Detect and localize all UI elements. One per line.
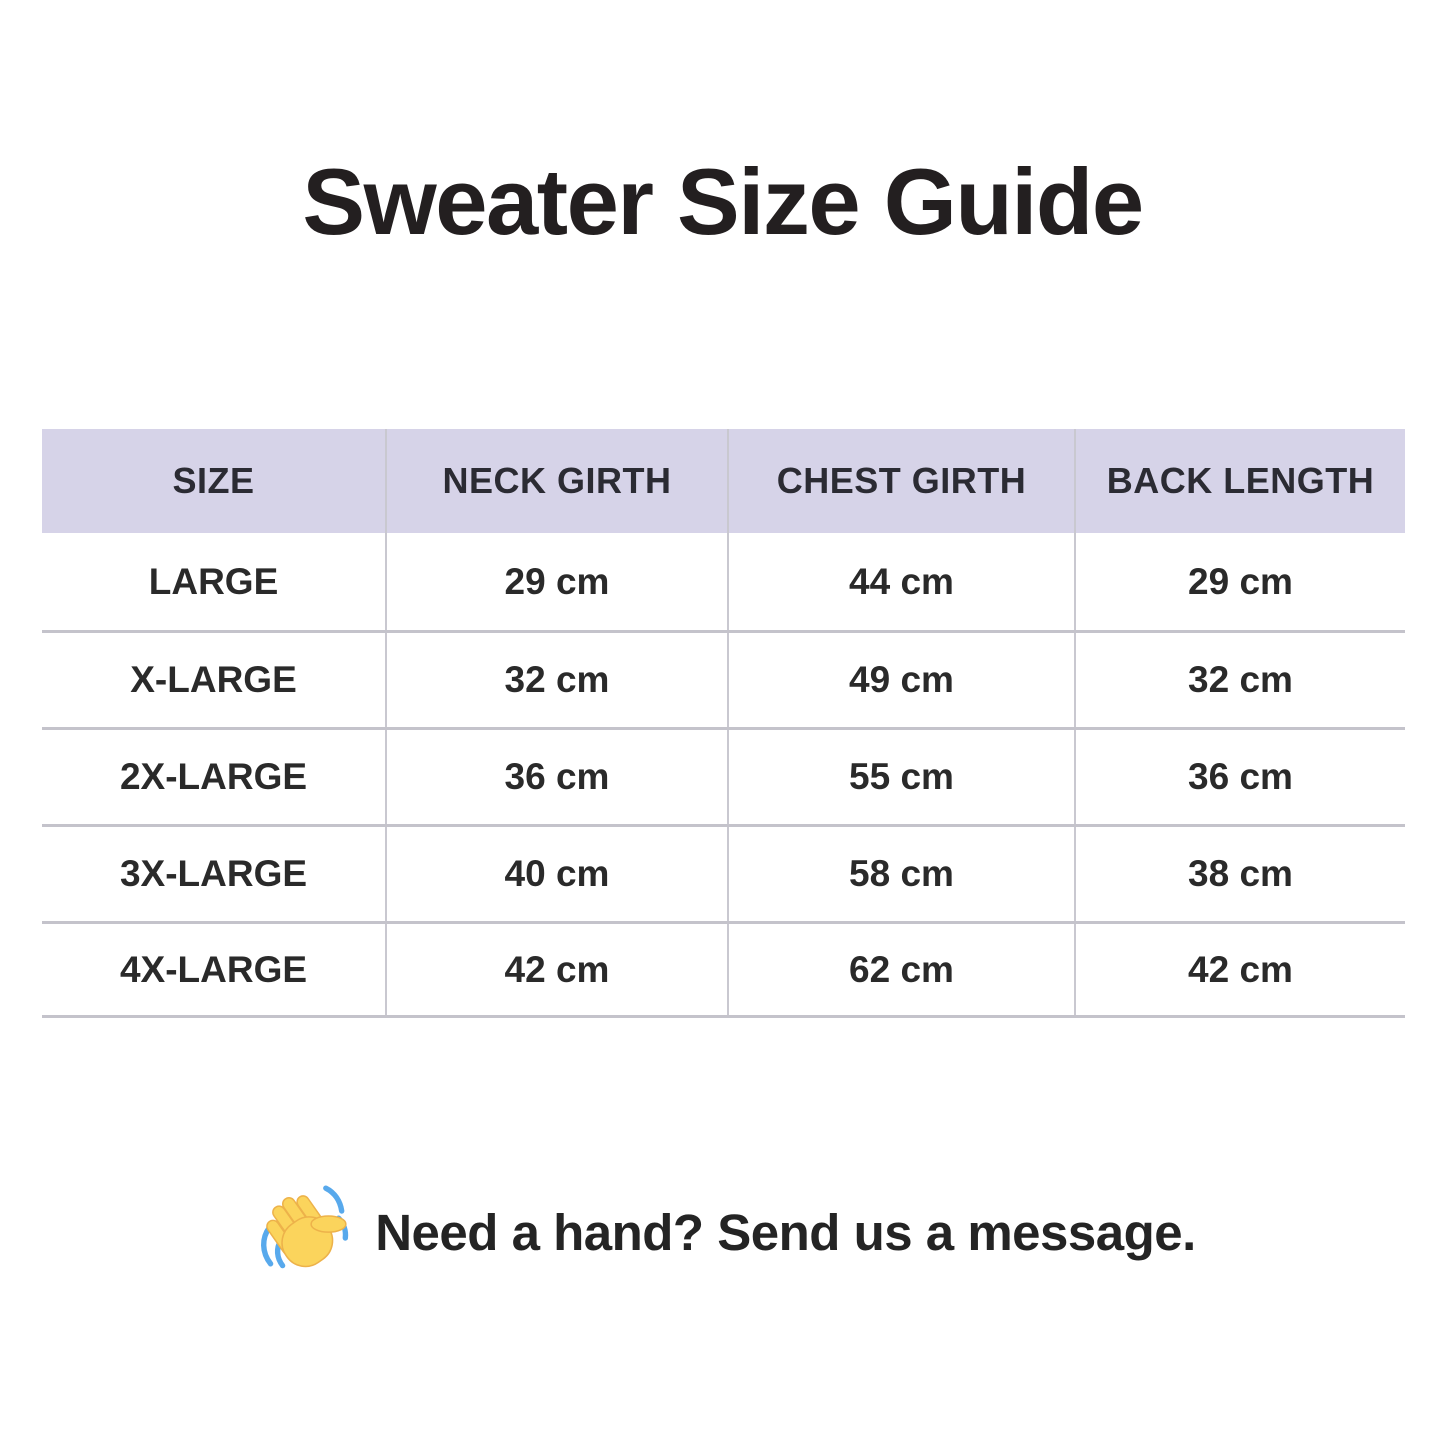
column-header-size: SIZE (42, 429, 387, 533)
table-row (42, 630, 1405, 727)
size-cell: 3X-LARGE (42, 827, 387, 921)
column-header-back-length: BACK LENGTH (1106, 460, 1375, 501)
table-header-row (42, 429, 1405, 533)
chest-girth-cell: 49 cm (729, 633, 1076, 727)
chest-girth-cell: 62 cm (729, 924, 1076, 1015)
neck-girth-cell: 36 cm (387, 730, 729, 824)
chest-girth-cell: 55 cm (729, 730, 1076, 824)
help-message-text: Need a hand? Send us a message. (375, 1203, 1196, 1261)
back-length-cell: 38 cm (1188, 853, 1293, 894)
size-cell: 4X-LARGE (42, 924, 387, 1015)
column-header-chest-girth: CHEST GIRTH (729, 429, 1076, 533)
chest-girth-cell: 44 cm (729, 533, 1076, 630)
table-row (42, 824, 1405, 921)
table-row (42, 727, 1405, 824)
table-row (42, 921, 1405, 1018)
back-length-cell: 36 cm (1188, 756, 1293, 797)
table-row (42, 533, 1405, 630)
neck-girth-cell: 40 cm (387, 827, 729, 921)
size-cell: LARGE (42, 533, 387, 630)
neck-girth-cell: 32 cm (387, 633, 729, 727)
chest-girth-cell: 58 cm (729, 827, 1076, 921)
waving-hand-icon (249, 1178, 357, 1286)
help-message-row (0, 1178, 1445, 1286)
size-table (42, 429, 1405, 1018)
neck-girth-cell: 42 cm (387, 924, 729, 1015)
page-title: Sweater Size Guide (302, 149, 1143, 254)
back-length-cell: 29 cm (1188, 560, 1293, 602)
back-length-cell: 32 cm (1188, 659, 1293, 700)
size-cell: X-LARGE (42, 633, 387, 727)
back-length-cell: 42 cm (1188, 948, 1293, 990)
neck-girth-cell: 29 cm (387, 533, 729, 630)
size-cell: 2X-LARGE (42, 730, 387, 824)
column-header-neck-girth: NECK GIRTH (387, 429, 729, 533)
